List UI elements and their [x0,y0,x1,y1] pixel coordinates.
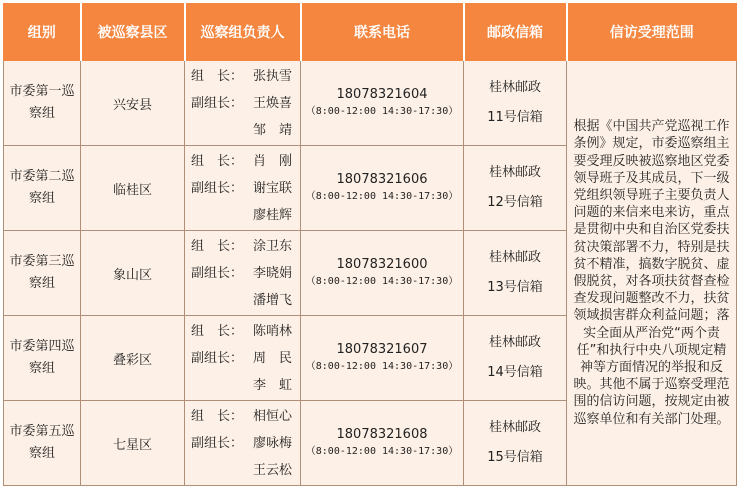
phone-number: 18078321606 [336,172,428,187]
mailbox-line1: 桂林邮政 [488,250,541,265]
leader-name: 陈哨林 [253,323,293,339]
leader-name: 王云松 [253,462,293,478]
group-name: 市委第一巡察组 [4,61,81,146]
header-group: 组别 [4,4,81,61]
phone-hours: （8:00-12:00 14:30-17:30） [305,191,459,202]
leader-name: 王焕喜 [253,95,293,111]
leader-name: 张执雪 [253,68,293,84]
leader-role: 组 长： [191,68,244,84]
group-name: 市委第五巡察组 [4,401,81,486]
mailbox-line2: 14号信箱 [487,365,543,380]
phone-number: 18078321604 [336,87,428,102]
mailbox-line2: 11号信箱 [487,110,543,125]
mailbox-cell [464,61,567,146]
phone-hours: （8:00-12:00 14:30-17:30） [305,106,459,117]
mailbox-cell [464,316,567,401]
phone-number: 18078321600 [336,257,428,272]
leader-role [191,372,251,399]
mailbox-line2: 13号信箱 [487,280,543,295]
leader-role [191,117,251,144]
leader-role [191,457,251,484]
leader-cell [185,401,301,486]
county-name: 象山区 [81,231,185,316]
phone-hours: （8:00-12:00 14:30-17:30） [305,446,459,457]
leader-name: 廖咏梅 [253,435,293,451]
group-name: 市委第四巡察组 [4,316,81,401]
mailbox-cell [464,146,567,231]
leader-role: 副组长： [191,265,244,281]
leader-role: 组 长： [191,153,244,169]
leader-role: 组 长： [191,238,244,254]
leader-name: 周 民 [253,350,293,366]
phone-number: 18078321607 [336,342,428,357]
county-name: 兴安县 [81,61,185,146]
leader-cell [185,316,301,401]
phone-cell [301,61,464,146]
header-scope: 信访受理范围 [567,4,737,61]
leader-role [191,287,251,314]
county-name: 临桂区 [81,146,185,231]
phone-hours: （8:00-12:00 14:30-17:30） [305,361,459,372]
group-name: 市委第三巡察组 [4,231,81,316]
mailbox-line1: 桂林邮政 [488,80,541,95]
leader-name: 邹 靖 [253,122,293,138]
leader-cell [185,231,301,316]
leader-name: 涂卫东 [253,238,293,254]
mailbox-line1: 桂林邮政 [488,165,541,180]
leader-role [191,202,251,229]
leader-name: 肖 刚 [253,153,293,169]
inspection-contact-table [3,3,737,486]
mailbox-line2: 15号信箱 [487,450,543,465]
phone-number: 18078321608 [336,427,428,442]
phone-cell [301,231,464,316]
leader-cell [185,61,301,146]
leader-name: 李 虹 [253,377,293,393]
phone-hours: （8:00-12:00 14:30-17:30） [305,276,459,287]
leader-name: 谢宝联 [253,180,293,196]
leader-role: 副组长： [191,435,244,451]
header-phone: 联系电话 [301,4,464,61]
county-name: 七星区 [81,401,185,486]
leader-name: 相恒心 [253,408,293,424]
leader-name: 李晓娟 [253,265,293,281]
mailbox-line2: 12号信箱 [487,195,543,210]
phone-cell [301,401,464,486]
leader-role: 副组长： [191,350,244,366]
mailbox-cell [464,401,567,486]
mailbox-cell [464,231,567,316]
group-name: 市委第二巡察组 [4,146,81,231]
leader-name: 潘增飞 [253,292,293,308]
header-mailbox: 邮政信箱 [464,4,567,61]
header-county: 被巡察县区 [81,4,185,61]
table-row [4,61,737,146]
mailbox-line1: 桂林邮政 [488,420,541,435]
leader-role: 副组长： [191,95,244,111]
leader-role: 组 长： [191,323,244,339]
leader-role: 副组长： [191,180,244,196]
leader-name: 廖桂辉 [253,207,293,223]
leader-cell [185,146,301,231]
scope-text: 根据《中国共产党巡视工作条例》规定，市委巡察组主要受理反映被巡察地区党委领导班子及其成员，下一级党组织领导班子主要负责人问题的来信来电来访，重点是贯彻中央和自治区党委扶贫决策部署不力，特别是扶贫不精准，搞数字脱贫、虚假脱贫，对各项扶贫督查检查发现问题整改不力，扶贫领域损害群众利益问题；落实全面从严治党“两个责任”和执行中央八项规定精神等方面情况的举报和反映。其他不属于巡察受理范围的信访问题，按规定由被巡察单位和有关部门处理。 [567,61,737,486]
leader-role: 组 长： [191,408,244,424]
mailbox-line1: 桂林邮政 [488,335,541,350]
header-row [4,4,737,61]
header-leader: 巡察组负责人 [185,4,301,61]
phone-cell [301,316,464,401]
county-name: 叠彩区 [81,316,185,401]
phone-cell [301,146,464,231]
